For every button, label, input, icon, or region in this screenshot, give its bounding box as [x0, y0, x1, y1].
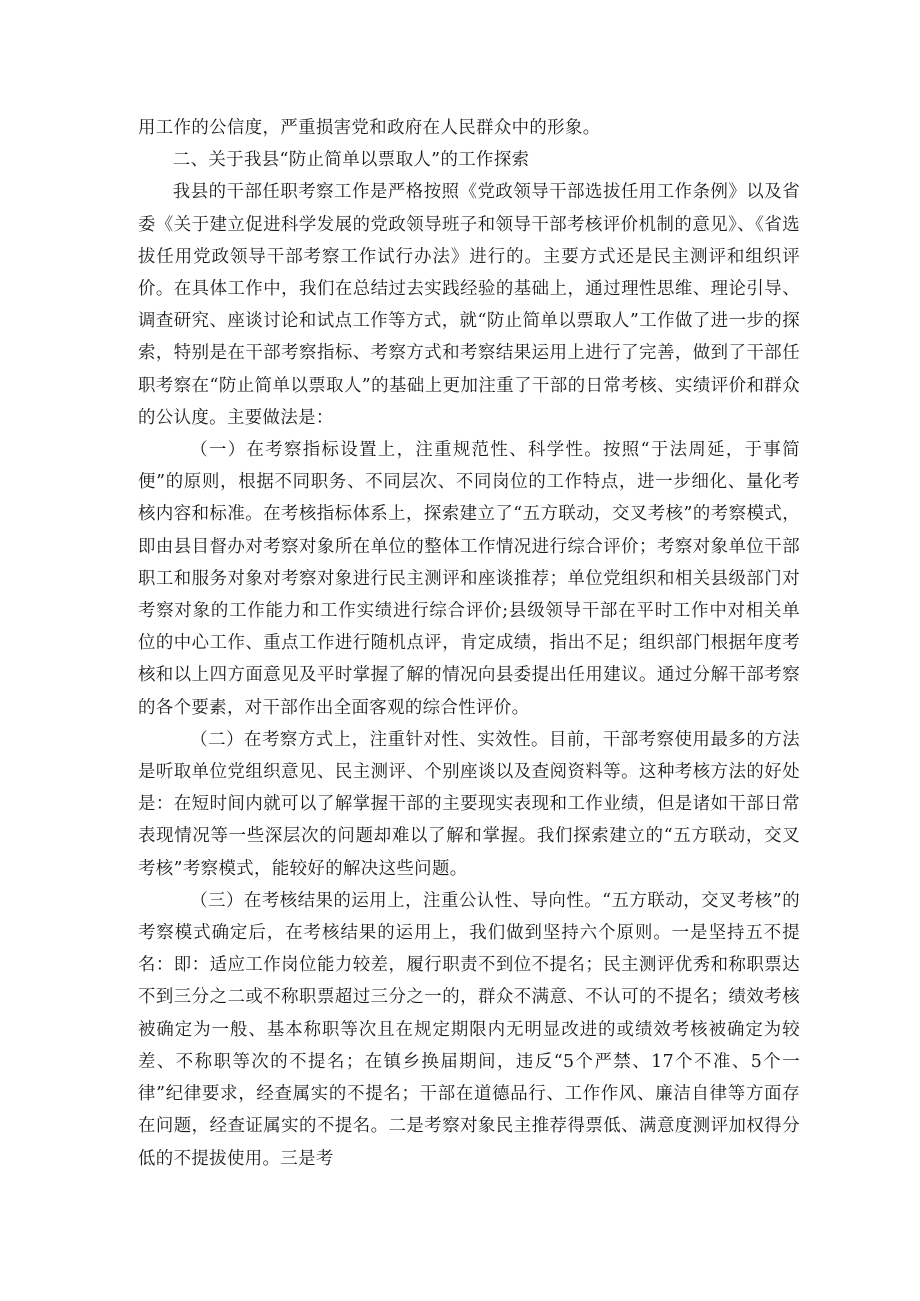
paragraph-item-1: （一）在考察指标设置上，注重规范性、科学性。按照“于法周延，于事简便”的原则，根据不同职务、不同层次、不同岗位的工作特点，进一步细化、量化考核内容和标准。在考核指标体系上，探索建立了“五方联动，交叉考核”的考察模式，即由县目督办对考察对象所在单位的整体工作情况进行综合评价；考察对象单位干部职工和服务对象对考察对象进行民主测评和座谈推荐；单位党组织和相关县级部门对考察对象的工作能力和工作实绩进行综合评价;县级领导干部在平时工作中对相关单位的中心工作、重点工作进行随机点评，肯定成绩，指出不足；组织部门根据年度考核和以上四方面意见及平时掌握了解的情况向县委提出任用建议。通过分解干部考察的各个要素，对干部作出全面客观的综合性评价。	[138, 440, 800, 718]
paragraph-continuation: 用工作的公信度，严重损害党和政府在人民群众中的形象。	[138, 118, 601, 138]
document-body	[138, 112, 800, 1175]
paragraph-item-2: （二）在考察方式上，注重针对性、实效性。目前，干部考察使用最多的方法是听取单位党组织意见、民主测评、个别座谈以及查阅资料等。这种考核方法的好处是：在短时间内就可以了解掌握干部的主要现实表现和工作业绩，但是诸如干部日常表现情况等一些深层次的问题却难以了解和掌握。我们探索建立的“五方联动，交叉考核”考察模式，能较好的解决这些问题。	[138, 729, 800, 879]
paragraph-intro: 我县的干部任职考察工作是严格按照《党政领导干部选拔任用工作条例》以及省委《关于建立促进科学发展的党政领导班子和领导干部考核评价机制的意见》、《省选拔任用党政领导干部考察工作试行办法》进行的。主要方式还是民主测评和组织评价。在具体工作中，我们在总结过去实践经验的基础上，通过理性思维、理论引导、调查研究、座谈讨论和试点工作等方式，就“防止简单以票取人”工作做了进一步的探索，特别是在干部考察指标、考察方式和考察结果运用上进行了完善，做到了干部任职考察在“防止简单以票取人”的基础上更加注重了干部的日常考核、实绩评价和群众的公认度。主要做法是：	[138, 182, 800, 428]
section-heading: 二、关于我县“防止简单以票取人”的工作探索	[172, 150, 530, 171]
paragraph-item-3: （三）在考核结果的运用上，注重公认性、导向性。“五方联动，交叉考核”的考察模式确定后，在考核结果的运用上，我们做到坚持六个原则。一是坚持五不提名：即：适应工作岗位能力较差，履行职责不到位不提名；民主测评优秀和称职票达不到三分之二或不称职票超过三分之一的，群众不满意、不认可的不提名；绩效考核被确定为一般、基本称职等次且在规定期限内无明显改进的或绩效考核被确定为较差、不称职等次的不提名；在镇乡换届期间，违反“5个严禁、17个不准、5个一律”纪律要求，经查属实的不提名；干部在道德品行、工作作风、廉洁自律等方面存在问题，经查证属实的不提名。二是考察对象民主推荐得票低、满意度测评加权得分低的不提拔使用。三是考	[138, 890, 800, 1169]
